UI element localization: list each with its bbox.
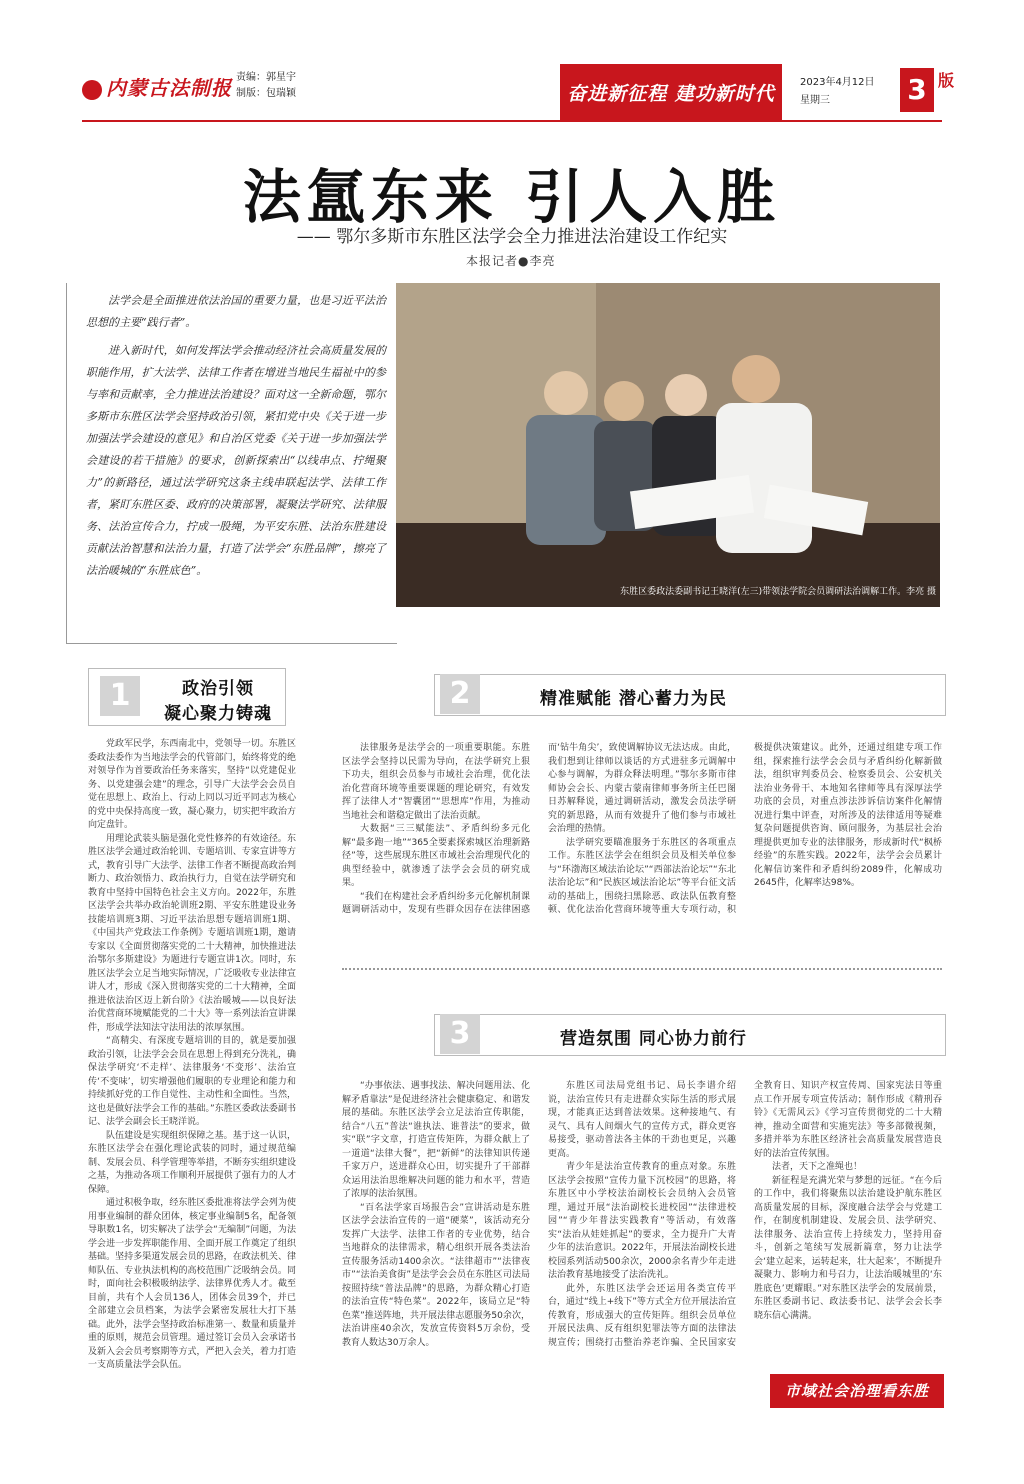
article-title: 法氲东来 引人入胜 bbox=[242, 163, 782, 231]
paragraph: 通过积极争取，经东胜区委批准将法学会列为使用事业编制的群众团体，核定事业编制5名，配备领导职数1名，切实解决了法学会“无编制”问题，为法学会进一步发挥职能作用、全面开展工作奠定了组织基础。坚持多渠道发展会员的思路，在政法机关、律师队伍、专业执法机构的高校范围广泛吸纳会员。同时，面向社会积极吸纳法学、法律界优秀人才。截至目前，共有个人会员136人，团体会员39个，并已全部建立会员档案，为法学会紧密发展壮大打下基础。此外，法学会坚持政治标准第一、数量和质量并重的原则，规范会员管理。通过签订会员入会承诺书及新入会会员考察期等方式，严把入会关，着力打造一支高质量法学会队伍。 bbox=[88, 1198, 296, 1370]
page-label: 版 bbox=[938, 71, 955, 90]
issue-date bbox=[800, 74, 875, 110]
paragraph: “高精尖、有深度专题培训的目的，就是要加强政治引领，让法学会会员在思想上得到充分洗礼，确保法学研究‘不走样’、法律服务‘不变形’、法治宣传‘不变味’，切实增强他们履职的专业理论和能力和持续抓好党的工作自觉性、主动性和全面性。当然，这也是做好法学会工作的基础。”东胜区委政法委副书记、法学会副会长王晓洋说。 bbox=[88, 1036, 296, 1127]
article-subtitle: —— 鄂尔多斯市东胜区法学会全力推进法治建设工作纪实 bbox=[296, 227, 728, 247]
paragraph: “办事依法、遇事找法、解决问题用法、化解矛盾靠法”是促进经济社会健康稳定、和谐发展的基础。东胜区法学会立足法治宣传职能，结合“八五”普法“谁执法、谁普法”的要求，做实“联”字文章，打造宣传矩阵，为群众献上了一道道“法律大餐”，把“新鲜”的法律知识传递千家万户，送进群众心田，切实提升了干部群众运用法治思维解决问题的能力和水平，营造了浓厚的法治氛围。 bbox=[342, 1081, 530, 1199]
section-2-number: 2 bbox=[440, 674, 480, 714]
paragraph: 大数据“三三赋能法”、矛盾纠纷多元化解“最多跑一地”“365全要素探索城区治理新路径”等，这些展现东胜区市域社会治理现代化的典型经验中，就渗透了法学会会员的研究成果。 bbox=[342, 824, 530, 888]
paragraph: 此外，东胜区法学会还运用各类宣传平台，通过“线上+线下”等方式全方位开展法治宣传教育，形成强大的宣传矩阵。组织会员单位开展民法典、反有组织犯罪法等方面的法律法规宣传；围绕打击整治养老诈骗、全民国家安全教育日、知识产权宣传周、国家宪法日等重点工作开展专项宣传活动；制作形成《精刑吞铃》《无需风云》《学习宣传贯彻党的二十大精神，推动全面营和实施宪法》等多部微视频，多措并举为东胜区经济社会高质量发展营造良好的法治宣传氛围。 bbox=[548, 1081, 942, 1348]
date-text: 2023年4月12日 bbox=[800, 77, 875, 88]
paragraph: “百名法学家百场报告会”宣讲活动是东胜区法学会法治宣传的一道“硬菜”，该活动充分发挥广大法学、法律工作者的专业优势，结合当地群众的法律需求，精心组织开展各类法治宣传服务活动1400余次。“法律超市”“法律夜市”“法治美食街”是法学会会员在东胜区司法局按照持续“普法品牌”的思路，为群众精心打造的法治宣传“特色菜”。2022年，该局立足“特色菜”推送阵地，共开展法律志愿服务50余次，法治讲座40余次，发放宣传资料5万余份，受教育人数达30万余人。 bbox=[342, 1202, 530, 1348]
paragraph: 党政军民学，东西南北中，党领导一切。东胜区委政法委作为当地法学会的代管部门，始终将党的绝对领导作为首要政治任务来落实，坚持“以党建促业务、以党建强会建”的理念，引导广大法学会会员自觉在思想上、政治上、行动上同以习近平同志为核心的党中央保持高度一致，凝心聚力，切实把牢政治方向定盘针。 bbox=[88, 739, 296, 830]
intro-paragraph: 进入新时代，如何发挥法学会推动经济社会高质量发展的职能作用，扩大法学、法律工作者在增进当地民生福祉中的参与率和贡献率，全力推进法治建设？面对这一全新命题，鄂尔多斯市东胜区法学会坚持政治引领，紧扣党中央《关于进一步加强法学会建设的意见》和自治区党委《关于进一步加强法学会建设的若干措施》的要求，创新探索出“以线串点、拧绳聚力”的新路径，通过法学研究这条主线串联起法学、法律工作者，紧盯东胜区委、政府的决策部署，凝聚法学研究、法律服务、法治宣传合力，拧成一股绳，为平安东胜、法治东胜建设贡献法治智慧和法治力量，打造了法学会“东胜品牌”，擦亮了法治暖城的“东胜底色”。 bbox=[86, 344, 386, 577]
section-1-title: 政治引领 凝心聚力铸魂 bbox=[164, 679, 272, 724]
paragraph: 青少年是法治宣传教育的重点对象。东胜区法学会按照“宣传力量下沉校园”的思路，将东胜区中小学校法治副校长会员纳入会员管理，通过开展“法治副校长进校园”“法律进校园”“青少年普法实践教育”等活动，有效落实“法治从娃娃抓起”的要求，全力提升广大青少年的法治意识。2022年，开展法治副校长进校园系列活动500余次，2000余名青少年走进法治教育基地接受了法治洗礼。 bbox=[548, 1162, 736, 1280]
newspaper-logo: 内蒙古法制报 bbox=[82, 72, 232, 101]
photo-caption: 东胜区委政法委副书记王晓洋(左三)带领法学院会员调研法治调解工作。李亮 摄 bbox=[620, 587, 936, 597]
paragraph: 新征程是充满光荣与梦想的远征。“在今后的工作中，我们将聚焦以法治建设护航东胜区高质量发展的目标，深度融合法学会与党建工作，在制度机制建设、发展会员、法学研究、法律服务、法治宣传上持续发力，坚持用奋斗，创新之笔续写发展新篇章，努力让法学会‘建立起来，运转起来，壮大起来’，不断提升凝聚力、影响力和号召力，让法治暖城里的‘东胜底色’更耀眼。”对东胜区法学会的发展前景，东胜区委副书记、政法委书记、法学会会长李晓东信心满满。 bbox=[754, 1175, 942, 1321]
paragraph: 用理论武装头脑是强化党性修养的有效途径。东胜区法学会通过政治轮训、专题培训、专家宣讲等方式，教育引导广大法学、法律工作者不断提高政治判断力、政治领悟力、政治执行力，自觉在法学研究和教育中坚持中国特色社会主义方向。2022年，东胜区法学会共举办政治轮训班2期、平安东胜建设业务技能培训班3期、习近平法治思想专题培训班1期、《中国共产党政法工作条例》专题培训班1期，邀请专家以《全面贯彻落实党的二十大精神，加快推进法治鄂尔多斯建设》为题进行专题宣讲1次。同时，东胜区法学会立足当地实际情况，广泛吸收专业法律宣讲人才，形成《深入贯彻落实党的二十大精神，全面推进依法治区迈上新台阶》《法治暖城——以良好法治优营商环境赋能党的二十大》等一系列法治宣讲课件，形成学法知法守法用法的浓厚氛围。 bbox=[88, 833, 296, 1033]
section-1-number: 1 bbox=[100, 676, 140, 716]
paragraph: 东胜区司法局党组书记、局长李谱介绍说，法治宣传只有走进群众实际生活的形式展现，才能真正达到普法效果。这种接地气、有灵气、具有人间烟火气的宣传方式，群众更容易接受，驱动普法各主体的干劲也更足，兴趣更高。 bbox=[548, 1081, 736, 1159]
intro-paragraph: 法学会是全面推进依法治国的重要力量，也是习近平法治思想的主要“践行者”。 bbox=[86, 294, 386, 329]
page-number: 3 bbox=[900, 68, 934, 112]
paragraph: “我们在构建社会矛盾纠纷多元化解机制课题调研活动中，发现有些群众因存在法律困惑而‘钻牛角尖’，致使调解协议无法达成。由此，我们想到让律师以谈话的方式进驻多元调解中心参与调解，为群众释法明理。”鄂尔多斯市律师协会会长、内蒙古蒙南律师事务所主任巴图日苏解释说，通过调研活动，激发会员法学研究的新思路，从而有效提升了他们参与市域社会治理的热情。 bbox=[342, 743, 736, 915]
paragraph: 法学研究要瞄准服务于东胜区的各项重点工作。东胜区法学会在组织会员及相关单位参与“环渤海区域法治论坛”“西部法治论坛”“东北法治论坛”和“民族区域法治论坛”等平台征文活动的基础上，围绕扫黑除恶、政法队伍教育整顿、优化法治化营商环境等重大专项行动，积极提供决策建议。此外，还通过组建专项工作组，探索推行法学会会员与矛盾纠纷化解新做法，组织审判委员会、检察委员会、公安机关法治业务骨干、本地知名律师等具有深厚法学功底的会员，对重点涉法涉诉信访案件化解情况进行集中评查，对所涉及的法律适用等疑难复杂问题提供咨询、顾问服务，为基层社会治理提供更加专业的法律服务，形成新时代“枫桥经验”的东胜实践。2022年，法学会会员累计化解信访案件和矛盾纠纷2089件，化解成功2645件，化解率达98%。 bbox=[548, 743, 942, 915]
section-divider bbox=[342, 968, 942, 970]
section-1-body bbox=[88, 738, 296, 1428]
editor-credits bbox=[236, 70, 296, 102]
section-2-title: 精准赋能 潜心蓄力为民 bbox=[540, 689, 727, 709]
producer-line: 制版：包瑞颖 bbox=[236, 88, 296, 99]
paragraph: 法律服务是法学会的一项重要职能。东胜区法学会坚持以民需为导向，在法学研究上狠下功夫，组织会员参与市域社会治理，优化法治化营商环境等重要课题的理论研究，有效发挥了法律人才“智囊团”“思想库”作用，为推动当地社会和谐稳定做出了法治贡献。 bbox=[342, 743, 530, 821]
article-byline: 本报记者●李亮 bbox=[466, 254, 556, 268]
section-2-body bbox=[342, 742, 942, 952]
editor-line: 责编：郭星宇 bbox=[236, 72, 296, 83]
weekday-text: 星期三 bbox=[800, 95, 830, 106]
article-photo bbox=[396, 283, 940, 607]
section-3-title: 营造氛围 同心协力前行 bbox=[560, 1029, 747, 1049]
paragraph: 队伍建设是实现组织保障之基。基于这一认识，东胜区法学会在强化理论武装的同时，通过规范编制、发展会员、科学管理等举措，不断夯实组织建设之基，为推动各项工作顺利开展提供了强有力的人才保障。 bbox=[88, 1130, 296, 1195]
section-3-body bbox=[342, 1080, 942, 1370]
header-rule bbox=[82, 120, 942, 122]
column-banner: 奋进新征程 建功新时代 bbox=[560, 64, 782, 120]
footer-badge: 市域社会治理看东胜 bbox=[770, 1374, 944, 1408]
intro-text bbox=[86, 290, 386, 588]
section-3-number: 3 bbox=[440, 1014, 480, 1054]
photo-scene-illustration bbox=[396, 283, 940, 607]
paragraph: 法者，天下之准绳也！ bbox=[772, 1162, 863, 1172]
logo-emblem-icon bbox=[82, 80, 102, 100]
